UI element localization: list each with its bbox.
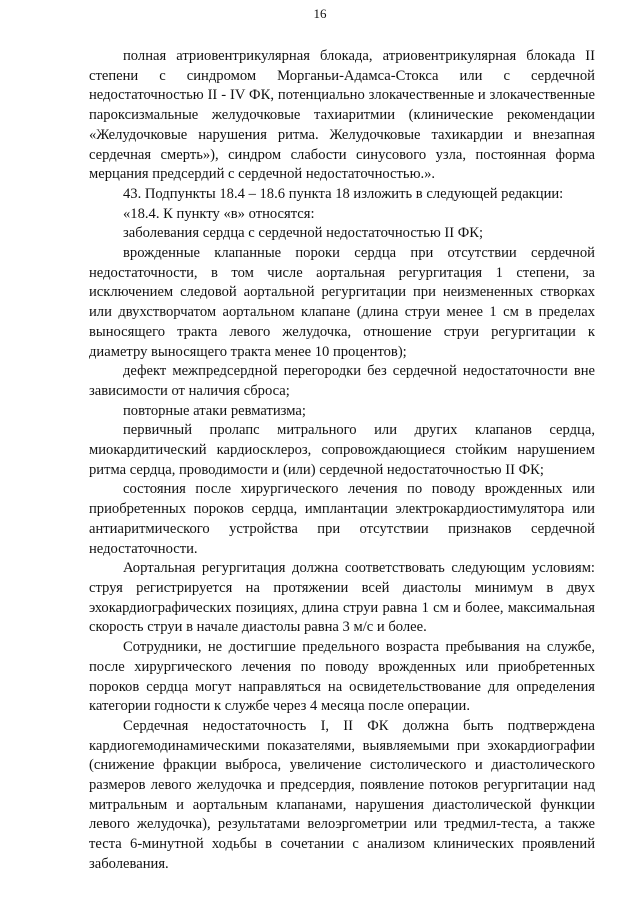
paragraph-list-item: врожденные клапанные пороки сердца при отсутствии сердечной недостаточности, в том числе аортальная регургитация 1 степени, за исключением следовой аортальной регургитации при неизмененных створках или двухстворчатом аортальном клапане (длина струи менее 1 см в пределах выносящего тракта левого желудочка, отношение струи регургитации к диаметру выносящего тракта менее 10 процентов); — [89, 245, 595, 360]
page-number: 16 — [313, 6, 327, 21]
paragraph-employees: Сотрудники, не достигшие предельного возраста пребывания на службе, после хирургического лечения по поводу врожденных или приобретенных пороков сердца могут направляться на освидетельствование для определения категории годности к службе через 4 месяца после операции. — [89, 639, 595, 715]
paragraph-heart-failure: Сердечная недостаточность I, II ФК должна быть подтверждена кардиогемодинамическими показателями, выявляемыми при эхокардиографии (снижение фракции выброса, увеличение систолического и диастолического размеров левого желудочка и предсердия, появление потоков регургитации над митральным и аортальным клапанами, нарушения диастолической функции левого желудочка), результатами велоэргометрии или тредмил-теста, а также теста 6-минутной ходьбы в сочетании с анализом клинических проявлений заболевания. — [89, 717, 595, 872]
paragraph-continuation: полная атриовентрикулярная блокада, атриовентрикулярная блокада II степени с синдромом Морганьи-Адамса-Стокса или с сердечной недостаточностью II - IV ФК, потенциально злокачественные и злокачественные пароксизмальные желудочковые тахиаритмии (клинические рекомендации «Желудочковые нарушения ритма. Желудочковые тахикардии и внезапная сердечная смерть»), синдром слабости синусового узла, постоянная форма мерцания предсердий с сердечной недостаточностью.». — [89, 48, 595, 183]
document-body — [89, 47, 595, 875]
paragraph-aortic-regurgitation: Аортальная регургитация должна соответствовать следующим условиям: струя регистрируется на протяжении всей диастолы минимум в двух эхокардиографических позициях, длина струи равна 1 см и более, максимальная скорость струи в начале диастолы равна 3 м/с и более. — [89, 560, 595, 636]
paragraph-list-item: первичный пролапс митрального или других клапанов сердца, миокардитический кардиосклероз, сопровождающиеся стойким нарушением ритма сердца, проводимости и (или) сердечной недостаточностью II ФК; — [89, 422, 595, 478]
paragraph-list-item: заболевания сердца с сердечной недостаточностью II ФК; — [123, 225, 484, 242]
paragraph-list-item: повторные атаки ревматизма; — [123, 402, 306, 419]
paragraph-item-43: 43. Подпункты 18.4 – 18.6 пункта 18 изложить в следующей редакции: — [123, 185, 564, 202]
paragraph-18-4-heading: «18.4. К пункту «в» относятся: — [123, 205, 315, 222]
paragraph-list-item: состояния после хирургического лечения по поводу врожденных или приобретенных пороков сердца, имплантации электрокардиостимулятора или антиаритмического устройства при отсутствии признаков сердечной недостаточности. — [89, 481, 595, 557]
paragraph-list-item: дефект межпредсердной перегородки без сердечной недостаточности вне зависимости от наличия сброса; — [89, 363, 595, 399]
